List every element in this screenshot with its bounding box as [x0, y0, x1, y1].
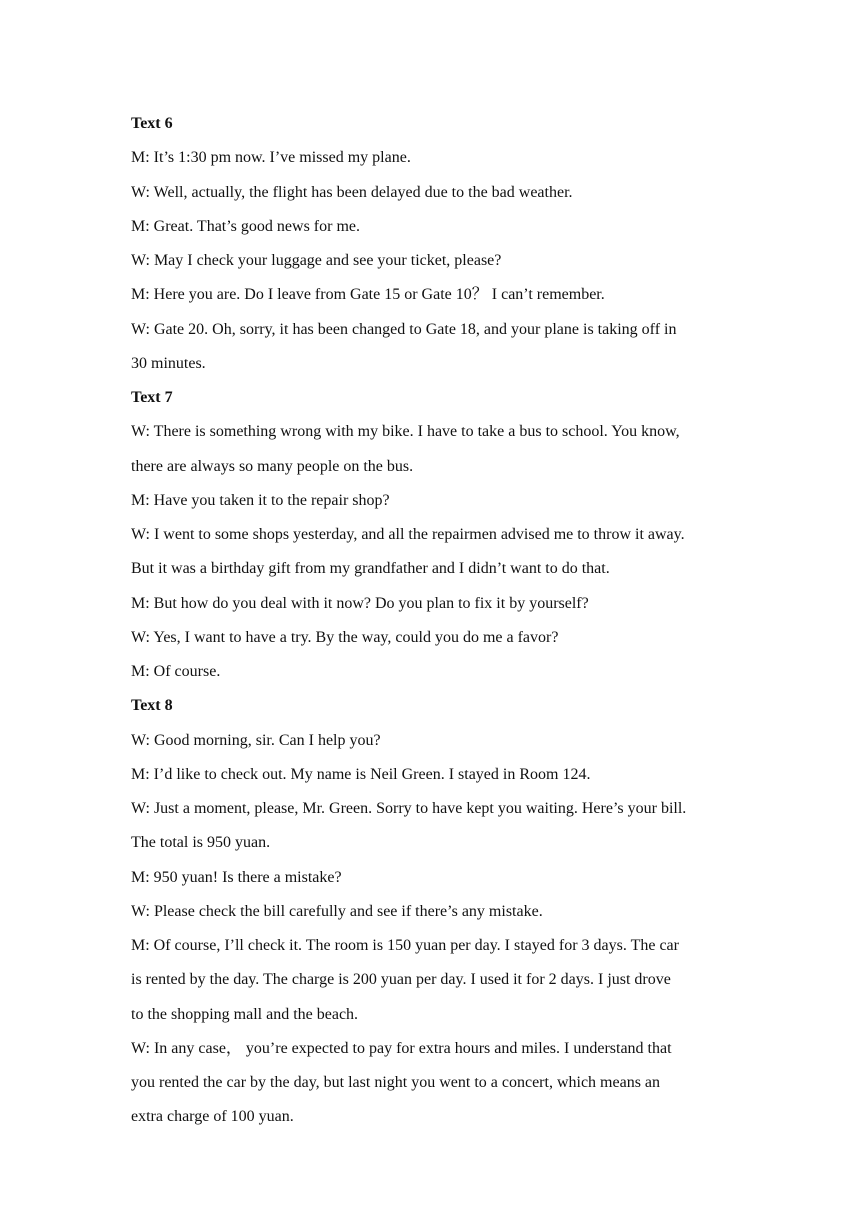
document-body [131, 107, 745, 1135]
dialogue-line: M: Of course, I’ll check it. The room is 150 yuan per day. I stayed for 3 days. The car [131, 937, 679, 954]
dialogue-line: is rented by the day. The charge is 200 yuan per day. I used it for 2 days. I just drove [131, 971, 671, 989]
dialogue-line: extra charge of 100 yuan. [131, 1108, 294, 1126]
dialogue-line: M: 950 yuan! Is there a mistake? [131, 868, 342, 886]
dialogue-line: M: Here you are. Do I leave from Gate 15 or Gate 10？ I can’t remember. [131, 286, 605, 304]
dialogue-line: 30 minutes. [131, 354, 206, 372]
dialogue-line: W: There is something wrong with my bike. I have to take a bus to school. You know, [131, 423, 680, 441]
dialogue-line: W: May I check your luggage and see your ticket, please? [131, 252, 502, 269]
section-heading: Text 8 [131, 697, 173, 715]
dialogue-line: But it was a birthday gift from my grandfather and I didn’t want to do that. [131, 560, 610, 578]
dialogue-line: W: Just a moment, please, Mr. Green. Sorry to have kept you waiting. Here’s your bill. [131, 800, 687, 817]
dialogue-line: W: Good morning, sir. Can I help you? [131, 731, 381, 749]
dialogue-line: M: Of course. [131, 663, 221, 680]
dialogue-line: W: Gate 20. Oh, sorry, it has been changed to Gate 18, and your plane is taking off in [131, 320, 677, 338]
dialogue-line: you rented the car by the day, but last night you went to a concert, which means an [131, 1074, 661, 1091]
section-heading: Text 7 [131, 389, 173, 406]
dialogue-line: M: It’s 1:30 pm now. I’ve missed my plane. [131, 149, 411, 167]
dialogue-line: there are always so many people on the bus. [131, 457, 414, 475]
dialogue-line: The total is 950 yuan. [131, 834, 271, 852]
dialogue-line: M: But how do you deal with it now? Do you plan to fix it by yourself? [131, 594, 589, 612]
section-heading: Text 6 [131, 115, 173, 132]
dialogue-line: W: In any case， you’re expected to pay for extra hours and miles. I understand that [131, 1039, 672, 1057]
dialogue-line: M: I’d like to check out. My name is Neil Green. I stayed in Room 124. [131, 765, 591, 783]
dialogue-line: W: Please check the bill carefully and see if there’s any mistake. [131, 902, 543, 920]
dialogue-line: W: I went to some shops yesterday, and all the repairmen advised me to throw it away. [131, 526, 685, 543]
dialogue-line: W: Yes, I want to have a try. By the way, could you do me a favor? [131, 628, 559, 646]
dialogue-line: M: Have you taken it to the repair shop? [131, 491, 390, 509]
dialogue-line: to the shopping mall and the beach. [131, 1005, 359, 1023]
dialogue-line: W: Well, actually, the flight has been delayed due to the bad weather. [131, 183, 573, 201]
dialogue-line: M: Great. That’s good news for me. [131, 217, 360, 235]
